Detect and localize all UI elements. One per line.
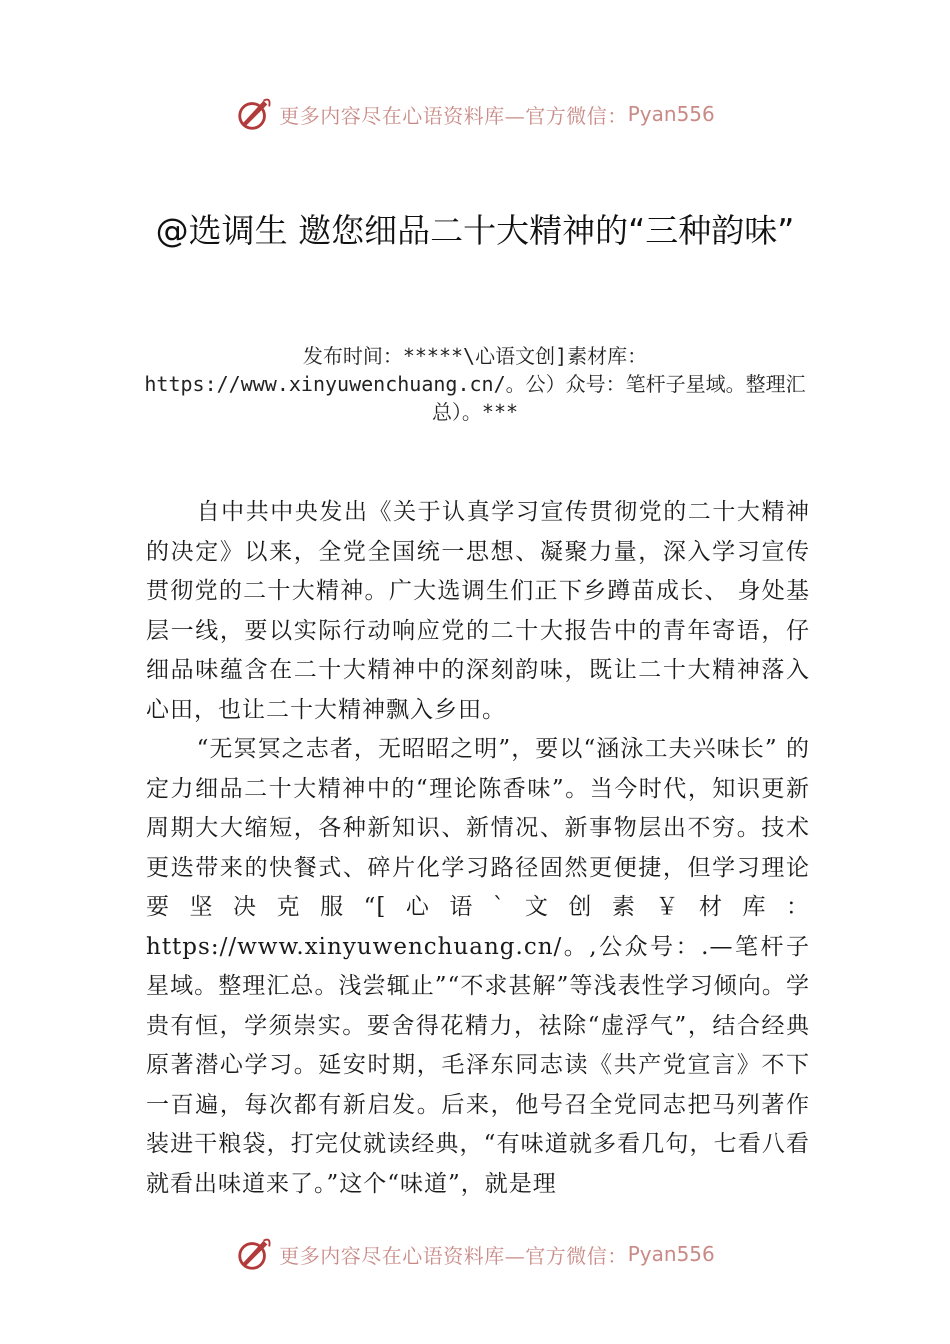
footer-watermark-banner	[0, 1232, 950, 1276]
quill-logo-icon	[235, 95, 273, 133]
banner-wechat-id: Pyan556	[627, 102, 715, 126]
banner-text: 更多内容尽在心语资料库—官方微信：	[279, 103, 628, 128]
article-body	[146, 493, 810, 1204]
publish-meta: 发布时间：*****\心语文创]素材库：https://www.xinyuwenchuang.cn/。公）众号：笔杆子星域。整理汇总）。***	[144, 344, 806, 424]
article-title: @选调生 邀您细品二十大精神的“三种韵味”	[155, 211, 795, 250]
quill-logo-icon	[235, 1235, 273, 1273]
header-watermark-banner	[0, 92, 950, 136]
banner-wechat-id: Pyan556	[627, 1242, 715, 1266]
banner-text: 更多内容尽在心语资料库—官方微信：	[279, 1243, 628, 1268]
paragraph: 自中共中央发出《关于认真学习宣传贯彻党的二十大精神的决定》以来，全党全国统一思想、凝聚力量，深入学习宣传贯彻党的二十大精神。广大选调生们正下乡蹲苗成长、 身处基层一线，要以实际行动响应党的二十大报告中的青年寄语，仔细品味蕴含在二十大精神中的深刻韵味，既让二十大精神落入心田，也让二十大精神飘入乡田。	[146, 499, 810, 723]
paragraph: “无冥冥之志者，无昭昭之明”，要以“涵泳工夫兴味长” 的定力细品二十大精神中的“理论陈香味”。当今时代，知识更新周期大大缩短，各种新知识、新情况、新事物层出不穷。技术更迭带来的快餐式、碎片化学习路径固然更便捷，但学习理论要坚决克服“[心语`文创素￥材库：https://www.xinyuwenchuang.cn/。,公众号：.—笔杆子星域。整理汇总。浅尝辄止”“不求甚解”等浅表性学习倾向。学贵有恒，学须崇实。要舍得花精力，祛除“虚浮气”，结合经典原著潜心学习。延安时期，毛泽东同志读《共产党宣言》不下一百遍，每次都有新启发。后来，他号召全党同志把马列著作装进干粮袋，打完仗就读经典，“有味道就多看几句，七看八看就看出味道来了。”这个“味道”，就是理	[146, 736, 810, 1197]
